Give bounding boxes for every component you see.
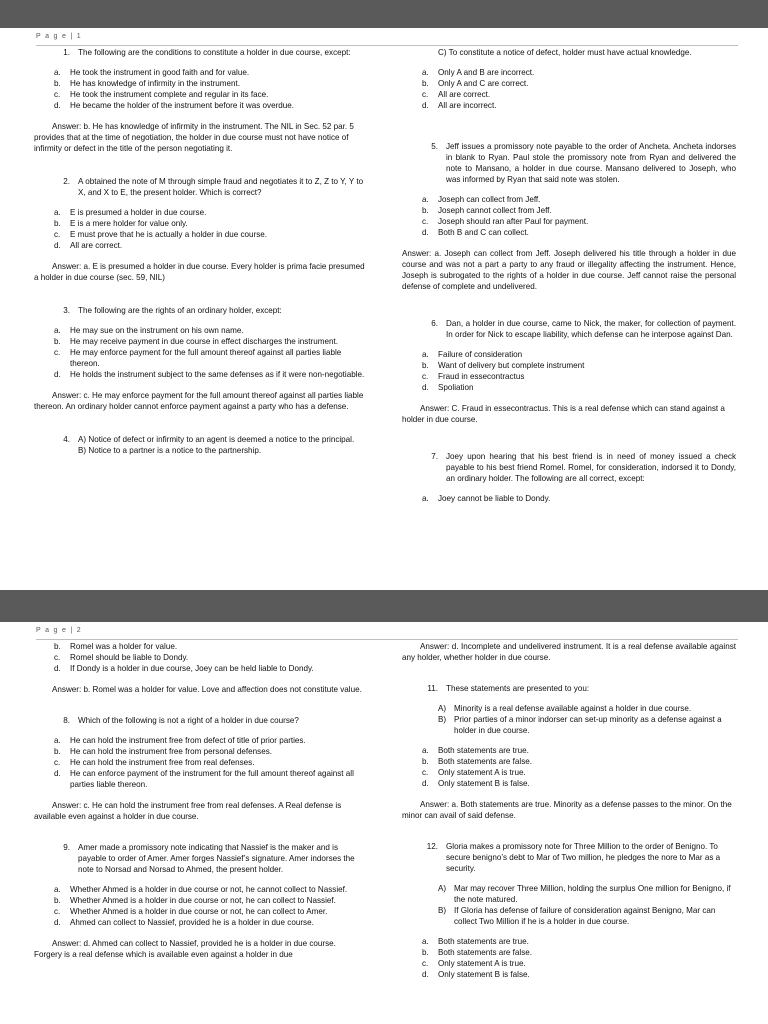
option: a. Failure of consideration: [422, 350, 523, 359]
question-12-statements: [402, 883, 736, 927]
option: b. He may receive payment in due course in effect discharges the instrument.: [54, 337, 338, 346]
option: d. Spoliation: [422, 383, 474, 392]
option: a. Both statements are true.: [422, 937, 529, 946]
option: c. All are correct.: [422, 90, 491, 99]
option: b. Both statements are false.: [422, 948, 533, 957]
question-4-continued: C) To constitute a notice of defect, holder must have actual knowledge.: [438, 48, 692, 57]
option: b. He has knowledge of infirmity in the instrument.: [54, 79, 241, 88]
option: a. E is presumed a holder in due course.: [54, 208, 207, 217]
right-column: [402, 641, 736, 980]
option: c. E must prove that he is actually a holder in due course.: [54, 230, 268, 239]
statement-a: A) Mar may recover Three Million, holding the surplus One million for Benigno, if the note matured.: [438, 884, 731, 904]
option: c. He may enforce payment for the full amount thereof against all parties liable thereon.: [54, 348, 342, 368]
option: a. Joey cannot be liable to Dondy.: [422, 494, 551, 503]
option: b. Both statements are false.: [422, 757, 533, 766]
option: c. He can hold the instrument free from real defenses.: [54, 758, 255, 767]
option: d. Ahmed can collect to Nassief, provided he is a holder in due course.: [54, 918, 314, 927]
option: b. Romel was a holder for value.: [54, 642, 178, 651]
page-header: P a g e | 2: [36, 627, 82, 634]
option: a. He may sue on the instrument on his own name.: [54, 326, 244, 335]
left-column: [34, 47, 366, 456]
answer-1: Answer: b. He has knowledge of infirmity in the instrument. The NIL in Sec. 52 par. 5 provides that at the time of negotiation, the holder in due course must not have notice of infirmity or defect in the title of the person negotiating it.: [34, 122, 354, 153]
option: a. Only A and B are incorrect.: [422, 68, 535, 77]
option: d. Only statement B is false.: [422, 970, 530, 979]
document-page-1: [0, 28, 768, 590]
question-8-options: [34, 735, 366, 790]
option: a. Joseph can collect from Jeff.: [422, 195, 541, 204]
question-7-options: [402, 493, 736, 504]
option: c. Whether Ahmed is a holder in due course or not, he can collect to Amer.: [54, 907, 328, 916]
option: c. Only statement A is true.: [422, 959, 526, 968]
option: b. Only A and C are correct.: [422, 79, 529, 88]
answer-8: Answer: c. He can hold the instrument free from real defenses. A Real defense is available even against a holder in due course.: [34, 801, 342, 821]
answer-5: Answer: a. Joseph can collect from Jeff. Joseph delivered his title through a holder in due course and was not a part a party to any fraud or illegality affecting the instrument. Hence, Joseph is subrogated to the rights of a holder in due course. Jeff cannot raise the personal defense of complete and undelivered.: [402, 249, 736, 291]
question-2-options: [34, 207, 366, 251]
question-6-options: [402, 349, 736, 393]
document-page-2: [0, 622, 768, 1024]
question-11: 11. These statements are presented to you:: [427, 684, 590, 693]
answer-3: Answer: c. He may enforce payment for the full amount thereof against all parties liable thereon. An ordinary holder cannot enforce payment against a party who has a defense.: [34, 391, 364, 411]
header-rule: [36, 45, 738, 46]
question-1-options: [34, 67, 366, 111]
option: b. Want of delivery but complete instrument: [422, 361, 585, 370]
option: b. He can hold the instrument free from personal defenses.: [54, 747, 273, 756]
question-1: 1. The following are the conditions to constitute a holder in due course, except:: [63, 48, 351, 57]
question-5: 5. Jeff issues a promissory note payable to the order of Ancheta. Ancheta indorses in blank to Ryan. Paul stole the promissory note from Ryan and delivered the note to Mansano, a holder in due course. Mansano delivered to Joseph, who was informed by Ryan that said note was stolen.: [431, 142, 736, 184]
option: c. He took the instrument complete and regular in its face.: [54, 90, 269, 99]
page-header: P a g e | 1: [36, 33, 82, 40]
left-column: [34, 641, 366, 960]
option: d. Only statement B is false.: [422, 779, 530, 788]
option: a. Both statements are true.: [422, 746, 529, 755]
option: d. Both B and C can collect.: [422, 228, 529, 237]
option: a. He can hold the instrument free from defect of title of prior parties.: [54, 736, 306, 745]
question-6: 6. Dan, a holder in due course, came to Nick, the maker, for collection of payment. In order for Nick to escape liability, which defense can he interpose against Dan.: [431, 319, 736, 339]
answer-6: Answer: C. Fraud in essecontractus. This is a real defense which can stand against a holder in due course.: [402, 404, 725, 424]
option: d. He holds the instrument subject to the same defenses as if it were non-negotiable.: [54, 370, 365, 379]
question-4: 4. A) Notice of defect or infirmity to an agent is deemed a notice to the principal. B) Notice to a partner is a notice to the partnership.: [63, 435, 355, 455]
answer-9: Answer: d. Ahmed can collect to Nassief, provided he is a holder in due course. Forgery is a real defense which is available even against a holder in due: [34, 939, 336, 959]
answer-10: Answer: d. Incomplete and undelivered instrument. It is a real defense available against any holder, whether holder in due course.: [402, 642, 736, 662]
question-7-options-continued: [34, 641, 366, 674]
option: d. He became the holder of the instrument before it was overdue.: [54, 101, 295, 110]
answer-2: Answer: a. E is presumed a holder in due course. Every holder is prima facie presumed a holder in due course (sec. 59, NIL): [34, 262, 365, 282]
question-3: 3. The following are the rights of an ordinary holder, except:: [63, 306, 282, 315]
question-5-options: [402, 194, 736, 238]
question-7: 7. Joey upon hearing that his best friend is in need of money issued a check payable to his best friend Romel. Romel, for consideration, indorsed it to Dondy, an ordinary holder. The following are all correct, except:: [431, 452, 736, 483]
option: a. He took the instrument in good faith and for value.: [54, 68, 250, 77]
option: b. E is a mere holder for value only.: [54, 219, 188, 228]
question-4-options: [402, 67, 736, 111]
answer-11: Answer: a. Both statements are true. Minority as a defense passes to the minor. On the minor can avail of said defense.: [402, 800, 732, 820]
option: d. If Dondy is a holder in due course, Joey can be held liable to Dondy.: [54, 664, 314, 673]
header-rule: [36, 639, 738, 640]
right-column: [402, 47, 736, 504]
question-3-options: [34, 325, 366, 380]
statement-b: B) If Gloria has defense of failure of consideration against Benigno, Mar can collect Two Million if he is a holder in due course.: [438, 906, 716, 926]
question-11-options: [402, 745, 736, 789]
question-12-options: [402, 936, 736, 980]
option: b. Joseph cannot collect from Jeff.: [422, 206, 552, 215]
option: c. Romel should be liable to Dondy.: [54, 653, 189, 662]
question-9: 9. Amer made a promissory note indicating that Nassief is the maker and is payable to order of Amer. Amer forges Nassief’s signature. Amer indorses the note to Norsad and Norsad to Ahmed, the present holder.: [63, 843, 355, 874]
question-9-options: [34, 884, 366, 928]
option: d. All are incorrect.: [422, 101, 497, 110]
option: c. Only statement A is true.: [422, 768, 526, 777]
option: c. Joseph should ran after Paul for payment.: [422, 217, 589, 226]
question-12: 12. Gloria makes a promissory note for Three Million to the order of Benigno. To secure benigno’s debt to Mar of Two million, he pledges the nore to Mar as a security.: [426, 842, 721, 873]
question-8: 8. Which of the following is not a right of a holder in due course?: [63, 716, 299, 725]
option: d. All are correct.: [54, 241, 123, 250]
option: d. He can enforce payment of the instrument for the full amount thereof against all parties liable thereon.: [54, 769, 354, 789]
option: c. Fraud in essecontractus: [422, 372, 525, 381]
statement-b: B) Prior parties of a minor indorser can set-up minority as a defense against a holder in due course.: [438, 715, 722, 735]
statement-a: A) Minority is a real defense available against a holder in due course.: [438, 704, 692, 713]
answer-7: Answer: b. Romel was a holder for value. Love and affection does not constitute value.: [52, 685, 362, 694]
option: a. Whether Ahmed is a holder in due course or not, he cannot collect to Nassief.: [54, 885, 348, 894]
option: b. Whether Ahmed is a holder in due course or not, he can collect to Nassief.: [54, 896, 336, 905]
question-2: 2. A obtained the note of M through simple fraud and negotiates it to Z, Z to Y, Y to X, and X to E, the present holder. Which is correct?: [63, 177, 364, 197]
question-11-statements: [402, 703, 736, 736]
